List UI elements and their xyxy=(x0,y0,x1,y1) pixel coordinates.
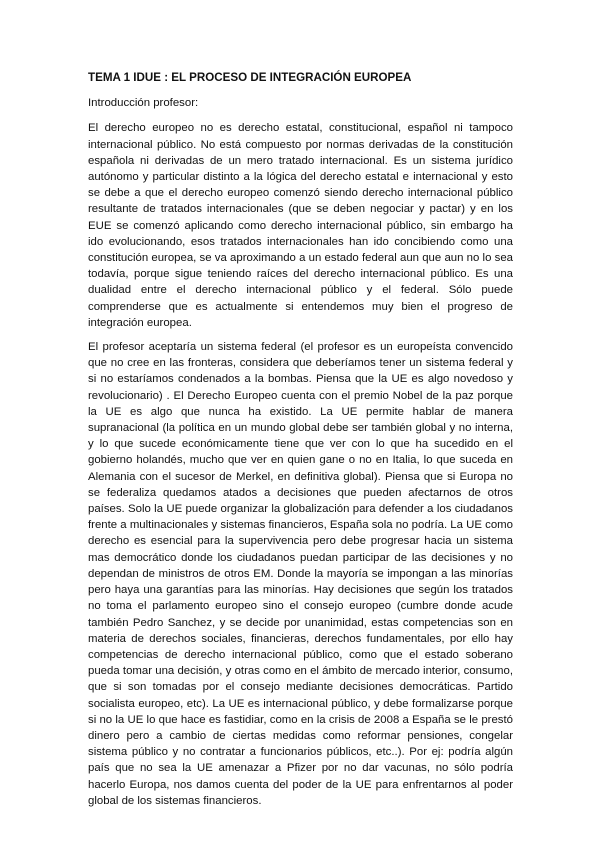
paragraph-2: El profesor aceptaría un sistema federal (el profesor es un europeísta convencido que no cree en las fronteras, considera que deberíamos tener un sistema federal y si no estaríamos condenados a la bombas. Piensa que la UE es algo novedoso y revolucionario) . El Derecho Europeo cuenta con el premio Nobel de la paz porque la UE es algo que nunca ha existido. La UE permite hablar de manera supranacional (la política en un mundo global debe ser también global y no interna, y lo que sucede económicamente tiene que ver con lo que ha sucedido en el gobierno holandés, mucho que ver en quien gane o no en Italia, lo que suceda en Alemania con el sucesor de Merkel, en definitiva global). Piensa que si Europa no se federaliza quedamos atados a decisiones que pueden afectarnos de otros países. Solo la UE puede organizar la globalización para defender a los ciudadanos frente a multinacionales y sistemas financieros, España sola no podría. La UE como derecho es esencial para la supervivencia pero debe progresar hacia un sistema mas democrático donde los ciudadanos puedan participar de las decisiones y no dependan de ministros de otros EM. Donde la mayoría se impongan a las minorías pero haya una garantías para las minorías. Hay decisiones que según los tratados no toma el parlamento europeo sino el consejo europeo (cumbre donde acude también Pedro Sanchez, y se decide por unanimidad, estas competencias son en materia de derechos sociales, financieras, derechos fundamentales, por ello hay competencias de derecho internacional público, como que el estado soberano pueda tomar una decisión, y otras como en el ámbito de mercado interior, consumo, que si son tomadas por el consejo mediante decisiones democráticas. Partido socialista europeo, etc). La UE es internacional público, y debe formalizarse porque si no la UE lo que hace es fastidiar, como en la crisis de 2008 a España se le prestó dinero pero a cambio de ciertas medidas como reformar pensiones, congelar sistema público y no contratar a funcionarios públicos, etc..). Por ej: podría algún país que no sea la UE amenazar a Pfizer por no dar vacunas, no sólo podría hacerlo Europa, nos damos cuenta del poder de la UE para enfrentarnos al poder global de los sistemas financieros. xyxy=(88,341,513,807)
paragraph-1: El derecho europeo no es derecho estatal, constitucional, español ni tampoco internacional público. No está compuesto por normas derivadas de la constitución española ni derivadas de un mero tratado internacional. Es un sistema jurídico autónomo y particular distinto a la lógica del derecho estatal e internacional y esto se debe a que el derecho europeo comenzó siendo derecho internacional público resultante de tratados internacionales (que se deben negociar y pactar) y en los EUE se comenzó aplicando como derecho internacional público, sin embargo ha ido evolucionando, esos tratados internacionales han ido concibiendo como una constitución europea, se va aproximando a un estado federal aun que aun no lo sea todavía, porque sigue teniendo raíces del derecho internacional público. Es una dualidad entre el derecho internacional público y el federal. Sólo puede comprenderse que es actualmente si entendemos muy bien el progreso de integración europea. xyxy=(88,122,513,329)
intro-label: Introducción profesor: xyxy=(88,97,199,110)
document-title: TEMA 1 IDUE : EL PROCESO DE INTEGRACIÓN EUROPEA xyxy=(88,71,412,84)
document-body xyxy=(88,70,513,817)
